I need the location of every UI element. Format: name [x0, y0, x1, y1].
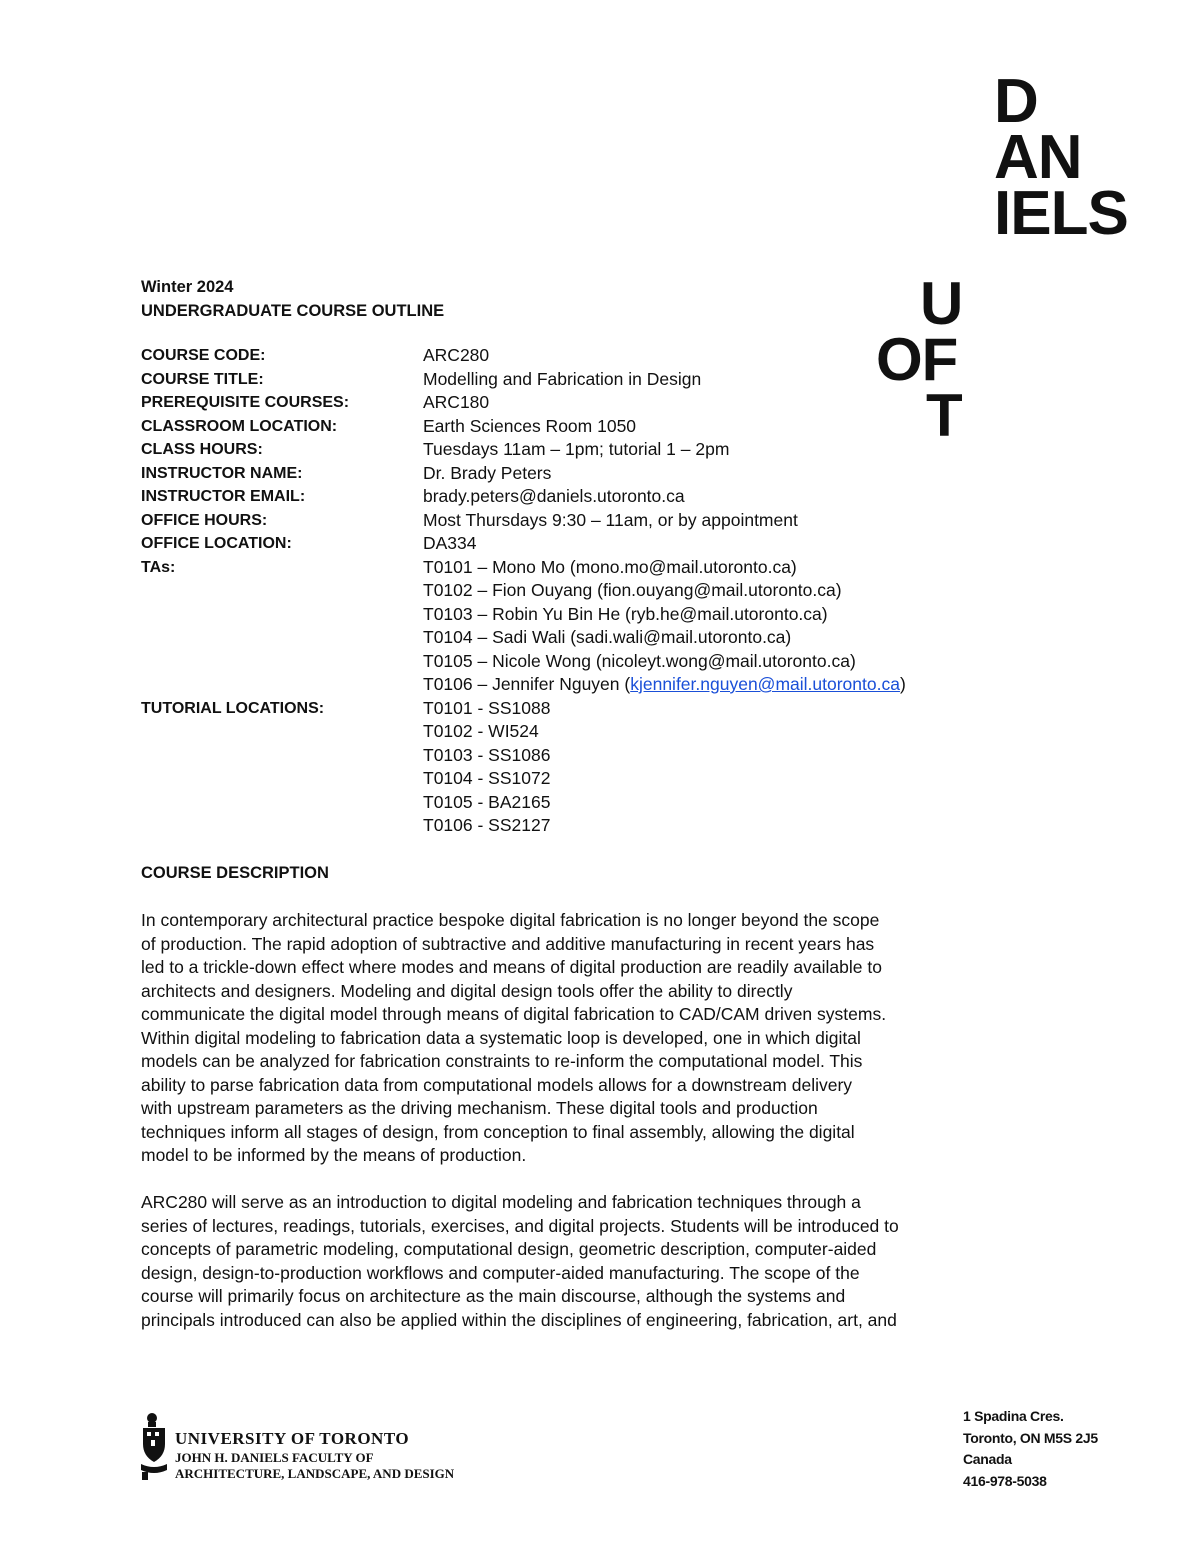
faculty-name [175, 1450, 454, 1482]
info-label: OFFICE LOCATION: [141, 535, 292, 552]
ta-item: T0102 – Fion Ouyang (fion.ouyang@mail.utoronto.ca) [423, 580, 842, 600]
info-value: Earth Sciences Room 1050 [423, 415, 637, 436]
paragraph-line: ability to parse fabrication data from computational models allows for a downstream delivery [141, 1074, 853, 1095]
paragraph-line: In contemporary architectural practice bespoke digital fabrication is no longer beyond the scope [141, 910, 880, 930]
paragraph-line: series of lectures, readings, tutorials, exercises, and digital projects. Students will be introduced to [141, 1215, 899, 1236]
info-label: TUTORIAL LOCATIONS: [141, 699, 325, 717]
info-label: COURSE CODE: [141, 347, 266, 364]
ta-list [423, 556, 906, 697]
address-line: Toronto, ON M5S 2J5 [963, 1429, 1098, 1446]
daniels-wordmark [994, 67, 1128, 248]
ta-item-prefix: T0106 – Jennifer Nguyen ( [423, 674, 631, 694]
document-type: UNDERGRADUATE COURSE OUTLINE [141, 301, 445, 320]
paragraph-line: principals introduced can also be applied within the disciplines of engineering, fabrication, art, and [141, 1309, 897, 1330]
paragraph-line: of production. The rapid adoption of subtractive and additive manufacturing in recent years has [141, 933, 875, 954]
ta-item: T0101 – Mono Mo (mono.mo@mail.utoronto.ca) [423, 556, 797, 577]
ta-item: T0103 – Robin Yu Bin He (ryb.he@mail.utoronto.ca) [423, 603, 828, 624]
info-row-tutorials [141, 697, 906, 838]
address-phone: 416-978-5038 [963, 1472, 1047, 1489]
paragraph-line: ARC280 will serve as an introduction to digital modeling and fabrication techniques through a [141, 1192, 861, 1212]
tutorial-list [423, 697, 550, 838]
ta-item: T0104 – Sadi Wali (sadi.wali@mail.utoronto.ca) [423, 627, 792, 647]
tutorial-item: T0102 - WI524 [423, 721, 539, 741]
faculty-address [963, 1406, 1098, 1492]
paragraph-line: course will primarily focus on architecture as the main discourse, although the systems and [141, 1286, 846, 1306]
info-value: Modelling and Fabrication in Design [423, 368, 702, 389]
university-name: UNIVERSITY OF TORONTO [175, 1429, 410, 1448]
address-line: Canada [963, 1451, 1012, 1467]
course-info-table [141, 344, 906, 838]
info-label: COURSE TITLE: [141, 370, 264, 388]
crest-icon [141, 1410, 171, 1482]
wordmark-line: U [920, 270, 963, 337]
info-row-classroom [141, 415, 906, 439]
description-paragraph-2 [141, 1191, 1021, 1332]
wordmark-line: T [926, 382, 962, 449]
paragraph-line: concepts of parametric modeling, computational design, geometric description, computer-aided [141, 1239, 877, 1259]
description-paragraph-1 [141, 909, 1021, 1168]
info-row-class-hours [141, 438, 906, 462]
paragraph-line: model to be informed by the means of production. [141, 1145, 527, 1165]
ta-email-link[interactable]: kjennifer.nguyen@mail.utoronto.ca [630, 674, 900, 694]
info-label: INSTRUCTOR NAME: [141, 464, 303, 482]
wordmark-line: AN [994, 123, 1082, 192]
info-label: INSTRUCTOR EMAIL: [141, 488, 306, 505]
info-row-prerequisites [141, 391, 906, 415]
paragraph-line: architects and designers. Modeling and digital design tools offer the ability to directly [141, 980, 793, 1001]
info-value: Tuesdays 11am – 1pm; tutorial 1 – 2pm [423, 439, 730, 459]
info-value: Dr. Brady Peters [423, 462, 552, 483]
info-label: CLASSROOM LOCATION: [141, 417, 338, 435]
tutorial-item: T0106 - SS2127 [423, 815, 551, 835]
tutorial-item: T0101 - SS1088 [423, 697, 551, 718]
section-title: COURSE DESCRIPTION [141, 864, 329, 882]
address-line: 1 Spadina Cres. [963, 1408, 1064, 1424]
info-row-course-code [141, 344, 906, 368]
info-value: ARC280 [423, 345, 490, 365]
info-row-office-hours [141, 509, 906, 533]
info-label: OFFICE HOURS: [141, 511, 268, 529]
ta-item [423, 673, 906, 697]
wordmark-line: OF [876, 326, 958, 393]
info-row-instructor-email [141, 485, 906, 509]
paragraph-line: techniques inform all stages of design, from conception to final assembly, allowing the digital [141, 1121, 855, 1142]
info-value: brady.peters@daniels.utoronto.ca [423, 486, 685, 506]
info-value: ARC180 [423, 392, 490, 412]
paragraph-line: design, design-to-production workflows and computer-aided manufacturing. The scope of the [141, 1262, 860, 1283]
info-row-tas [141, 556, 906, 697]
info-value: DA334 [423, 533, 477, 553]
faculty-line: JOHN H. DANIELS FACULTY OF [175, 1450, 374, 1465]
ta-item: T0105 – Nicole Wong (nicoleyt.wong@mail.utoronto.ca) [423, 650, 856, 671]
faculty-line: ARCHITECTURE, LANDSCAPE, AND DESIGN [175, 1466, 455, 1481]
ta-item-suffix: ) [899, 674, 906, 694]
university-logo [141, 1410, 521, 1484]
tutorial-item: T0103 - SS1086 [423, 744, 551, 765]
info-label: CLASS HOURS: [141, 441, 263, 458]
info-row-course-title [141, 368, 906, 392]
info-label: TAs: [141, 558, 176, 576]
tutorial-item: T0104 - SS1072 [423, 768, 551, 788]
info-row-office-location [141, 532, 906, 556]
paragraph-line: communicate the digital model through means of digital fabrication to CAD/CAM driven systems. [141, 1004, 887, 1024]
tutorial-item: T0105 - BA2165 [423, 791, 551, 812]
info-label: PREREQUISITE COURSES: [141, 394, 350, 411]
paragraph-line: Within digital modeling to fabrication data a systematic loop is developed, one in which digital [141, 1027, 861, 1048]
paragraph-line: led to a trickle-down effect where modes and means of digital production are readily available to [141, 957, 882, 977]
wordmark-line: D [994, 67, 1038, 136]
info-row-instructor-name [141, 462, 906, 486]
info-value: Most Thursdays 9:30 – 11am, or by appointment [423, 509, 798, 530]
paragraph-line: with upstream parameters as the driving mechanism. These digital tools and production [141, 1098, 818, 1118]
paragraph-line: models can be analyzed for fabrication constraints to re-inform the computational model. This [141, 1051, 863, 1071]
wordmark-line: IELS [994, 179, 1128, 248]
document-header [141, 276, 444, 323]
term-label: Winter 2024 [141, 278, 234, 296]
